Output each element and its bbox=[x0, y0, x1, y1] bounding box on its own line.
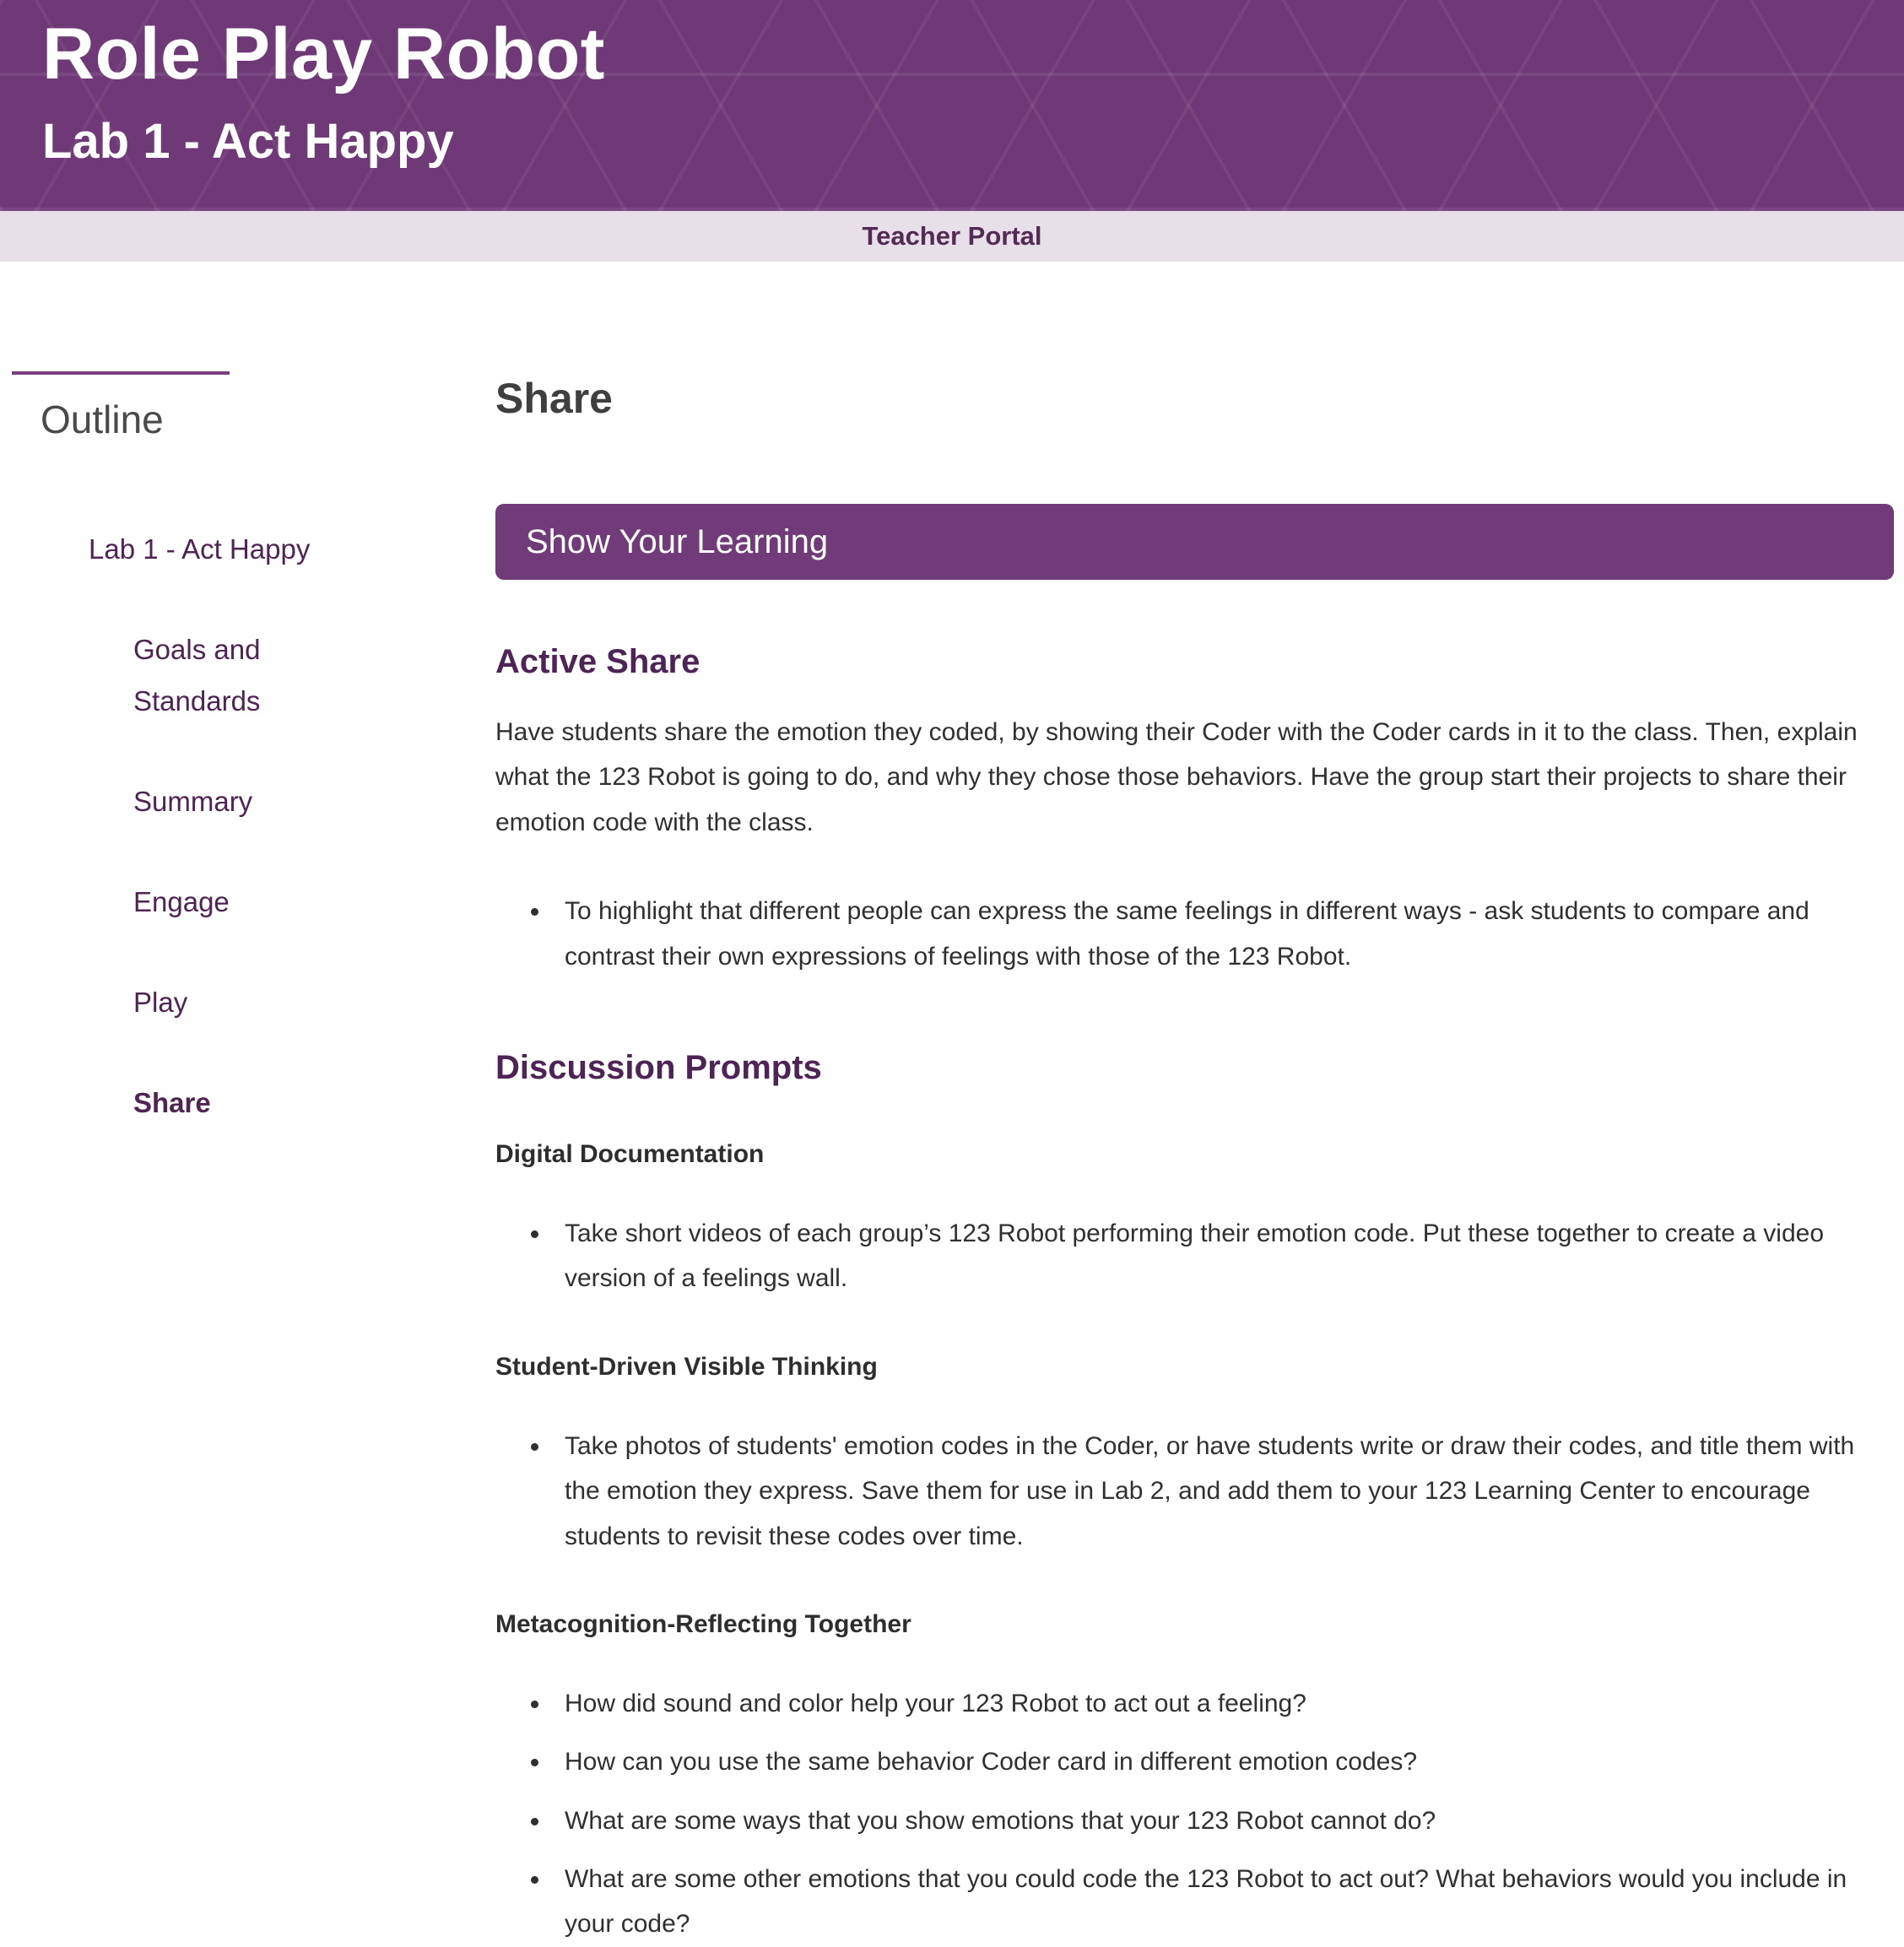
list-item: • Take photos of students' emotion codes in the Coder, or have students write or draw their codes, and title them with the emotion they express. Save them for use in Lab 2, and add them to your 123 Learning Center to encourage students to revisit these codes over time. bbox=[551, 1424, 1894, 1559]
outline-heading: Outline bbox=[41, 398, 164, 441]
digital-documentation-bullets bbox=[495, 1211, 1894, 1301]
teacher-portal-label: Teacher Portal bbox=[862, 221, 1042, 251]
content-area bbox=[0, 262, 1904, 1947]
visible-thinking-bullets bbox=[495, 1424, 1894, 1559]
outline-sidebar bbox=[0, 262, 495, 1947]
list-item: • What are some ways that you show emotions that your 123 Robot cannot do? bbox=[551, 1798, 1894, 1843]
list-item: • How did sound and color help your 123 Robot to act out a feeling? bbox=[551, 1681, 1894, 1726]
sidebar-item-lab1[interactable]: Lab 1 - Act Happy bbox=[89, 533, 311, 565]
sidebar-item-play[interactable]: Play bbox=[133, 987, 188, 1019]
visible-thinking-title: Student-Driven Visible Thinking bbox=[495, 1352, 878, 1381]
teacher-portal-bar bbox=[0, 211, 1904, 262]
sidebar-item-engage[interactable]: Engage bbox=[133, 886, 230, 918]
sidebar-item-goals-and-standards[interactable]: Goals and Standards bbox=[133, 634, 261, 717]
show-your-learning-banner bbox=[495, 504, 1894, 580]
active-share-bullets bbox=[495, 889, 1894, 979]
list-item: • To highlight that different people can express the same feelings in different ways - ask students to compare and contrast their own expressions of feelings with those of the 123 Robot. bbox=[551, 889, 1894, 979]
active-share-paragraph: Have students share the emotion they coded, by showing their Coder with the Coder cards in it to the class. Then, explain what the 123 Robot is going to do, and why they chose those behaviors. Have the group start their projects to share their emotion code with the class. bbox=[495, 718, 1858, 836]
lab-subtitle: Lab 1 - Act Happy bbox=[42, 114, 454, 170]
discussion-prompts-heading: Discussion Prompts bbox=[495, 1048, 822, 1086]
sidebar-item-share[interactable]: Share bbox=[133, 1087, 211, 1119]
list-item: • How can you use the same behavior Coder card in different emotion codes? bbox=[551, 1739, 1894, 1784]
metacognition-title: Metacognition-Reflecting Together bbox=[495, 1609, 911, 1638]
list-item: • Take short videos of each group’s 123 Robot performing their emotion code. Put these together to create a video version of a feelings wall. bbox=[551, 1211, 1894, 1301]
page-title: Share bbox=[495, 375, 613, 422]
digital-documentation-title: Digital Documentation bbox=[495, 1139, 765, 1168]
app-title: Role Play Robot bbox=[42, 14, 605, 95]
sidebar-item-summary[interactable]: Summary bbox=[133, 786, 253, 818]
banner-label: Show Your Learning bbox=[526, 522, 829, 560]
outline-nav bbox=[89, 523, 495, 1128]
sidebar-divider bbox=[12, 371, 230, 375]
active-share-heading: Active Share bbox=[495, 643, 700, 680]
metacognition-bullets bbox=[495, 1681, 1894, 1947]
list-item: • What are some other emotions that you could code the 123 Robot to act out? What behaviors would you include in your code? bbox=[551, 1857, 1894, 1947]
main-content bbox=[495, 262, 1904, 1947]
app-header bbox=[0, 0, 1904, 211]
